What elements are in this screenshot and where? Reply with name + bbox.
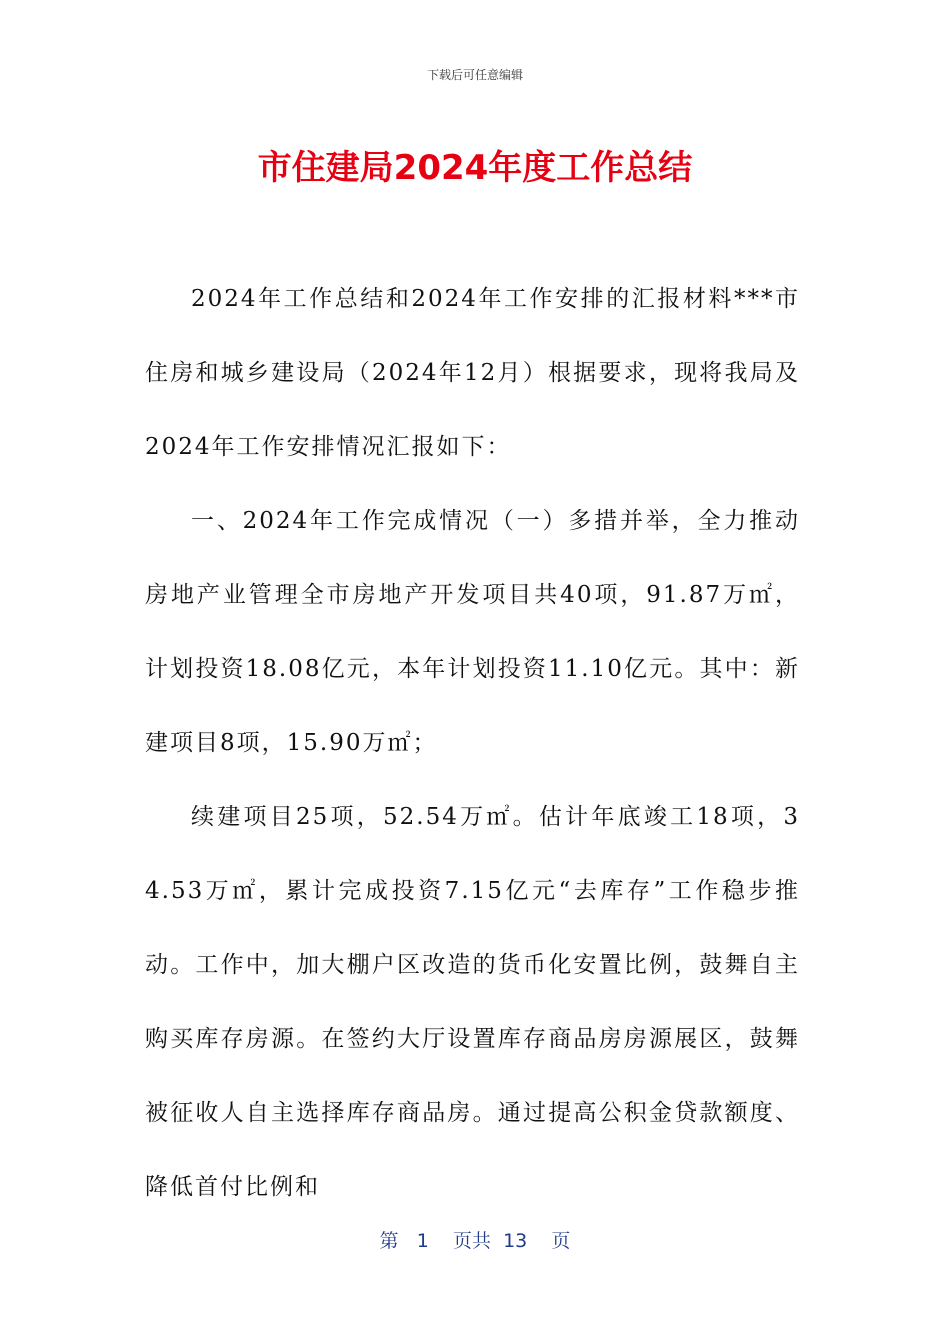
paragraph: 续建项目25项，52.54万㎡。估计年底竣工18项，34.53万㎡，累计完成投资7.15亿元“去库存”工作稳步推动。工作中，加大棚户区改造的货币化安置比例，鼓舞自主购买库存房源。在签约大厅设置库存商品房房源展区，鼓舞被征收人自主选择库存商品房。通过提高公积金贷款额度、降低首付比例和 — [145, 804, 800, 1200]
document-body — [145, 262, 800, 1224]
footer-prefix: 第 — [379, 1230, 399, 1252]
document-title: 市住建局2024年度工作总结 — [257, 148, 693, 188]
paragraph: 一、2024年工作完成情况（一）多措并举，全力推动房地产业管理全市房地产开发项目共40项，91.87万㎡，计划投资18.08亿元，本年计划投资11.10亿元。其中：新建项目8项，15.90万㎡； — [145, 508, 800, 756]
footer-middle: 页共 — [452, 1230, 491, 1252]
footer-suffix: 页 — [551, 1230, 571, 1252]
footer-page-number: 1 — [416, 1230, 429, 1252]
header-note: 下载后可任意编辑 — [426, 68, 523, 82]
page-footer — [0, 1226, 950, 1253]
footer-total-pages: 13 — [503, 1230, 528, 1252]
paragraph: 2024年工作总结和2024年工作安排的汇报材料***市住房和城乡建设局（2024年12月）根据要求，现将我局及2024年工作安排情况汇报如下： — [145, 286, 800, 460]
